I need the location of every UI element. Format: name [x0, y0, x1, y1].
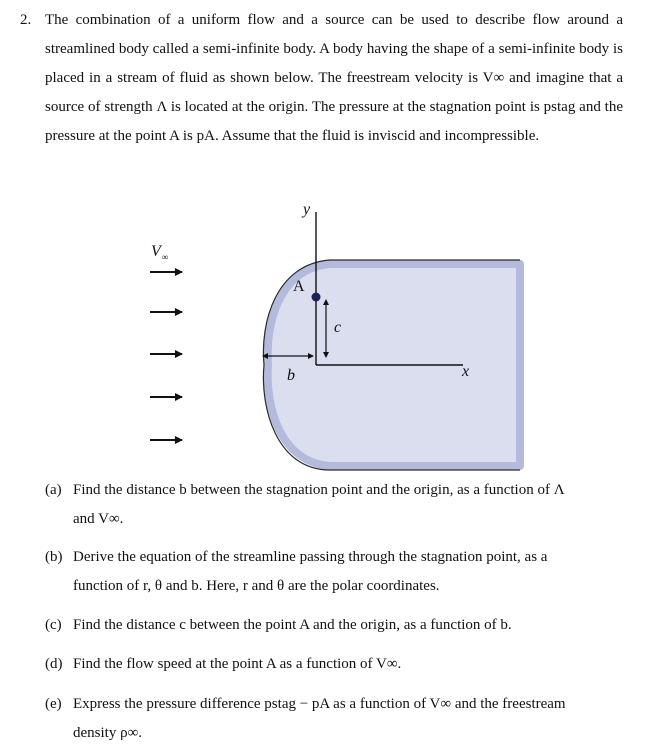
question-c-line-1: Find the distance c between the point A and the origin, as a function of b.: [73, 617, 512, 633]
intro-line-1: The combination of a uniform flow and a source can be used to describe flow around a: [45, 12, 623, 28]
question-e-line-2: density ρ∞.: [73, 725, 143, 741]
question-d-line-1: Find the flow speed at the point A as a function of V∞.: [73, 656, 402, 672]
figure-svg: [120, 192, 540, 462]
dimension-b-label: b: [287, 367, 295, 384]
question-d-label: (d): [45, 656, 63, 672]
intro-line-6: inviscid and incompressible.: [367, 128, 540, 144]
intro-line-3: body is placed in a stream of fluid as shown below. The freestream velocity is V∞ and: [45, 41, 623, 86]
question-a-line-2: and V∞.: [73, 511, 124, 527]
intro-line-2: streamlined body called a semi-infinite body. A body having the shape of a semi-infinite: [45, 41, 576, 57]
y-axis-label: y: [303, 201, 311, 218]
question-b-line-1: Derive the equation of the streamline passing through the stagnation point, as a: [73, 549, 548, 565]
question-b-line-2: function of r, θ and b. Here, r and θ are the polar coordinates.: [73, 578, 440, 594]
question-a-label: (a): [45, 482, 62, 498]
question-b: [45, 543, 623, 601]
question-e: [45, 690, 623, 748]
question-e-line-1: Express the pressure difference pstag − pA as a function of V∞ and the freestream: [73, 696, 566, 712]
freestream-velocity-label: $V_\infty$: [151, 243, 169, 262]
intro-line-4: imagine that a source of strength Λ is located at the origin. The pressure at the: [45, 70, 624, 115]
point-a-marker: [312, 293, 321, 302]
question-c-label: (c): [45, 617, 62, 633]
problem-statement: [45, 6, 623, 151]
problem-number: 2.: [20, 12, 32, 28]
question-d: [45, 650, 623, 679]
question-a-line-1: Find the distance b between the stagnation point and the origin, as a function of Λ: [73, 482, 565, 498]
question-a: [45, 476, 623, 534]
question-e-label: (e): [45, 696, 62, 712]
question-c: [45, 611, 623, 640]
semi-infinite-body-figure: [120, 192, 540, 462]
dimension-c-label: c: [334, 319, 342, 336]
x-axis-label: x: [462, 363, 470, 380]
freestream-arrows: [150, 272, 182, 440]
point-a-label: A: [293, 278, 305, 295]
question-b-label: (b): [45, 549, 63, 565]
intro-line-5: stagnation point is pstag and the pressure at the point A is pA. Assume that the fluid is: [45, 99, 623, 144]
